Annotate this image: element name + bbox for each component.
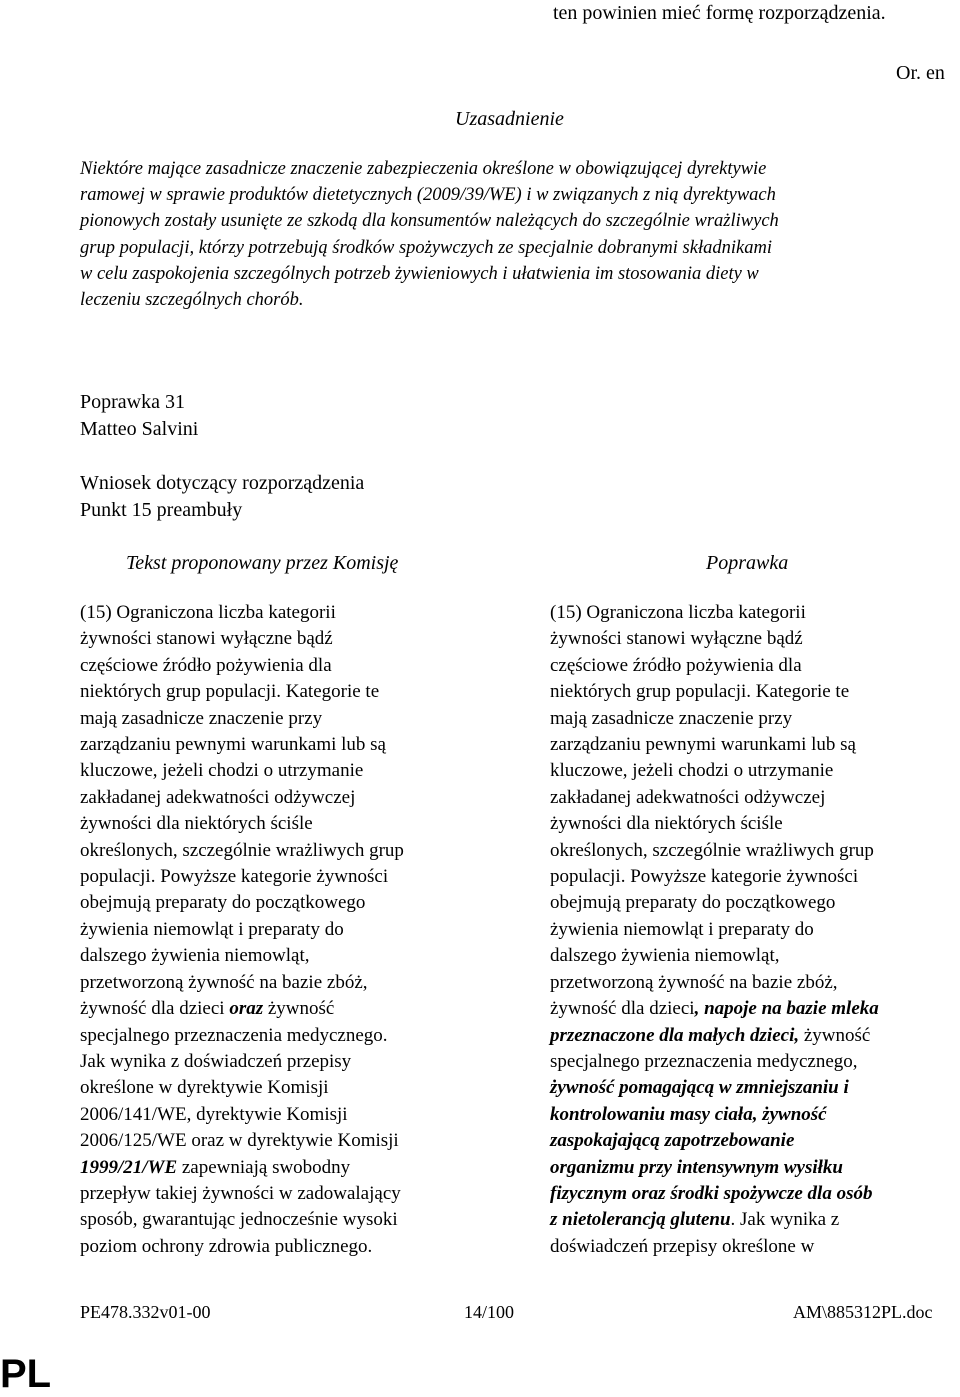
- deleted-text: oraz: [229, 998, 264, 1020]
- text-line: określone w dyrektywie Komisji: [80, 1077, 329, 1099]
- amendment-text: [550, 600, 960, 1260]
- text-line: żywności dla niektórych ściśle: [80, 813, 313, 835]
- justification-line: Niektóre mające zasadnicze znaczenie zabezpieczenia określone w obowiązującej dyrektywie: [80, 159, 767, 179]
- text-line: 2006/141/WE, dyrektywie Komisji: [80, 1103, 348, 1125]
- text-segment: żywność: [263, 998, 335, 1020]
- text-line: populacji. Powyższe kategorie żywności: [550, 866, 859, 888]
- text-line: określonych, szczególnie wrażliwych grup: [80, 839, 404, 861]
- text-line: Jak wynika z doświadczeń przepisy: [80, 1050, 352, 1072]
- original-language: Or. en: [896, 62, 945, 84]
- text-line: żywienia niemowląt i preparaty do: [550, 918, 814, 940]
- text-line: 2006/125/WE oraz w dyrektywie Komisji: [80, 1130, 399, 1152]
- text-line: żywienia niemowląt i preparaty do: [80, 918, 344, 940]
- text-line: obejmują preparaty do początkowego: [550, 892, 836, 914]
- text-line: określonych, szczególnie wrażliwych grup: [550, 839, 874, 861]
- text-line: [550, 1023, 960, 1049]
- added-text-line: fizycznym oraz środki spożywcze dla osób: [550, 1182, 873, 1204]
- justification-line: grup populacji, którzy potrzebują środków spożywczych ze specjalnie dobranymi składnikami: [80, 237, 772, 258]
- text-line: zakładanej adekwatności odżywczej: [80, 786, 356, 808]
- text-line: niektórych grup populacji. Kategorie te: [80, 681, 380, 703]
- text-line: specjalnego przeznaczenia medycznego.: [80, 1024, 388, 1046]
- text-line: dalszego żywienia niemowląt,: [80, 945, 310, 967]
- text-line: żywności stanowi wyłączne bądź: [80, 628, 333, 650]
- text-line: sposób, gwarantując jednocześnie wysoki: [80, 1209, 398, 1231]
- text-line: przetworzoną żywność na bazie zbóż,: [550, 971, 838, 993]
- added-text-line: kontrolowaniu masy ciała, żywność: [550, 1103, 827, 1125]
- added-text: przeznaczone dla małych dzieci,: [550, 1024, 800, 1046]
- text-line: częściowe źródło pożywienia dla: [80, 654, 332, 676]
- added-text-line: zaspokajającą zapotrzebowanie: [550, 1130, 795, 1152]
- text-line: [550, 1207, 960, 1233]
- text-line: populacji. Powyższe kategorie żywności: [80, 866, 389, 888]
- added-text: z nietolerancją glutenu: [550, 1209, 731, 1231]
- language-label: PL: [0, 1352, 52, 1396]
- text-line: żywności dla niektórych ściśle: [550, 813, 783, 835]
- justification-text: [80, 156, 960, 313]
- text-line: [80, 996, 500, 1022]
- text-line: (15) Ograniczona liczba kategorii: [550, 602, 806, 623]
- text-line: zakładanej adekwatności odżywczej: [550, 786, 826, 808]
- text-line: przepływ takiej żywności w zadowalający: [80, 1182, 401, 1204]
- text-segment: żywność dla dzieci: [80, 998, 230, 1020]
- text-segment: żywność dla dzieci: [550, 998, 695, 1020]
- text-line: zarządzaniu pewnymi warunkami lub są: [80, 734, 386, 756]
- left-column-header: Tekst proponowany przez Komisję: [126, 552, 399, 574]
- text-line: mają zasadnicze znaczenie przy: [550, 707, 793, 729]
- added-text-line: żywność pomagającą w zmniejszaniu i: [550, 1077, 849, 1099]
- text-line: kluczowe, jeżeli chodzi o utrzymanie: [550, 760, 834, 782]
- justification-line: ramowej w sprawie produktów dietetycznych (2009/39/WE) i w związanych z nią dyrektywach: [80, 185, 776, 206]
- text-line: (15) Ograniczona liczba kategorii: [80, 602, 336, 623]
- right-column-header: Poprawka: [706, 552, 789, 574]
- text-line: poziom ochrony zdrowia publicznego.: [80, 1235, 373, 1257]
- justification-title: Uzasadnienie: [455, 108, 564, 130]
- commission-text: [80, 600, 500, 1260]
- text-line: żywności stanowi wyłączne bądź: [550, 628, 803, 650]
- justification-line: pionowych zostały usunięte ze szkodą dla konsumentów należących do szczególnie wrażliwych: [80, 211, 779, 232]
- added-text: , napoje na bazie mleka: [694, 998, 879, 1020]
- text-line: obejmują preparaty do początkowego: [80, 892, 366, 914]
- text-line: częściowe źródło pożywienia dla: [550, 654, 802, 676]
- file-reference: AM\885312PL.doc: [793, 1302, 933, 1322]
- justification-line: w celu zaspokojenia szczególnych potrzeb żywieniowych i ułatwienia im stosowania diety w: [80, 263, 759, 284]
- added-text-line: organizmu przy intensywnym wysiłku: [550, 1156, 843, 1178]
- text-line: zarządzaniu pewnymi warunkami lub są: [550, 734, 856, 756]
- text-line: mają zasadnicze znaczenie przy: [80, 707, 323, 729]
- text-segment: zapewniają swobodny: [177, 1156, 351, 1178]
- text-line: [550, 996, 960, 1022]
- text-line: specjalnego przeznaczenia medycznego,: [550, 1050, 858, 1072]
- page-number: 14/100: [464, 1302, 515, 1322]
- text-line: doświadczeń przepisy określone w: [550, 1235, 815, 1257]
- justification-line: leczeniu szczególnych chorób.: [80, 290, 304, 311]
- amendment-author: Matteo Salvini: [80, 418, 199, 440]
- text-line: niektórych grup populacji. Kategorie te: [550, 681, 850, 703]
- deleted-text: 1999/21/WE: [80, 1156, 178, 1178]
- proposal-title: Wniosek dotyczący rozporządzenia: [80, 472, 365, 494]
- text-segment: żywność: [799, 1024, 871, 1046]
- text-line: dalszego żywienia niemowląt,: [550, 945, 780, 967]
- amended-point: Punkt 15 preambuły: [80, 499, 243, 521]
- document-reference: PE478.332v01-00: [80, 1302, 211, 1322]
- text-line: kluczowe, jeżeli chodzi o utrzymanie: [80, 760, 364, 782]
- amendment-number: Poprawka 31: [80, 391, 185, 413]
- text-segment: . Jak wynika z: [730, 1209, 840, 1231]
- text-line: [80, 1155, 500, 1181]
- previous-page-continuation: ten powinien mieć formę rozporządzenia.: [553, 2, 886, 24]
- text-line: przetworzoną żywność na bazie zbóż,: [80, 971, 368, 993]
